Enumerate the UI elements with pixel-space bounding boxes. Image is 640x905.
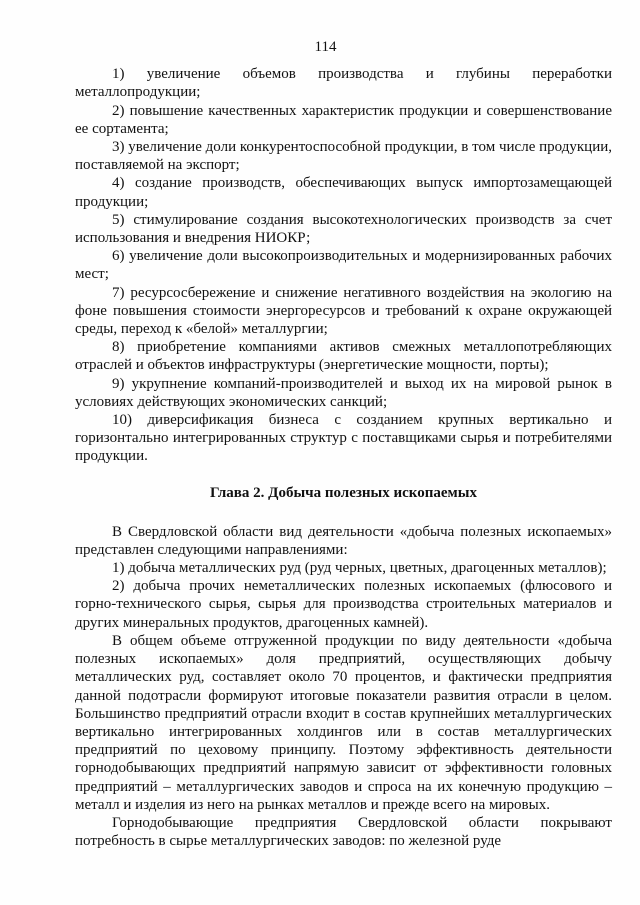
paragraph: 2) добыча прочих неметаллических полезных ископаемых (флюсового и горно-технического сырья, сырья для производства строительных материалов и других минеральных продуктов, драгоценных камней). [75, 578, 612, 631]
chapter-body [75, 523, 612, 851]
paragraph: В Свердловской области вид деятельности «добыча полезных ископаемых» представлен следующими направлениями: [75, 523, 612, 558]
list-item: 7) ресурсосбережение и снижение негативного воздействия на экологию на фоне повышения стоимости энергоресурсов и требований к охране окружающей среды, переход к «белой» металлургии; [75, 284, 612, 338]
list-item: 10) диверсификация бизнеса с созданием крупных вертикально и горизонтально интегрированных структур с поставщиками сырья и потребителями продукции. [75, 412, 612, 465]
chapter-heading: Глава 2. Добыча полезных ископаемых [210, 484, 477, 501]
list-item: 5) стимулирование создания высокотехнологических производств за счет использования и внедрения НИОКР; [75, 211, 612, 247]
list-item: 8) приобретение компаниями активов смежных металлопотребляющих отраслей и объектов инфраструктуры (энергетические мощности, порты); [75, 339, 612, 374]
paragraph: В общем объеме отгруженной продукции по виду деятельности «добыча полезных ископаемых» доля предприятий, осуществляющих добычу металлических руд, составляет около 70 процентов, и фактически предприятия данной подотрасли формируют итоговые показатели развития отрасли в целом. Большинство предприятий отрасли входит в состав крупнейших металлургических вертикально интегрированных холдингов или в состав металлургических предприятий по цеховому принципу. Поэтому эффективность деятельности горнодобывающих предприятий напрямую зависит от эффективности головных предприятий – металлургических заводов и спроса на их конечную продукцию – металл и изделия из него на рынках металлов и прежде всего на мировых. [75, 632, 612, 813]
list-item: 9) укрупнение компаний-производителей и выход их на мировой рынок в условиях действующих экономических санкций; [75, 375, 612, 410]
page-number: 114 [314, 39, 337, 55]
list-item: 4) создание производств, обеспечивающих выпуск импортозамещающей продукции; [75, 175, 612, 210]
list-item: 2) повышение качественных характеристик продукции и совершенствование ее сортамента; [75, 102, 612, 137]
measures-list [75, 65, 612, 465]
list-item: 1) увеличение объемов производства и глубины переработки металлопродукции; [75, 66, 612, 101]
list-item: 3) увеличение доли конкурентоспособной продукции, в том числе продукции, поставляемой на экспорт; [75, 139, 612, 174]
list-item: 6) увеличение доли высокопроизводительных и модернизированных рабочих мест; [75, 248, 612, 283]
paragraph: Горнодобывающие предприятия Свердловской области покрывают потребность в сырье металлургических заводов: по железной руде [75, 814, 612, 850]
paragraph: 1) добыча металлических руд (руд черных, цветных, драгоценных металлов); [112, 560, 607, 577]
